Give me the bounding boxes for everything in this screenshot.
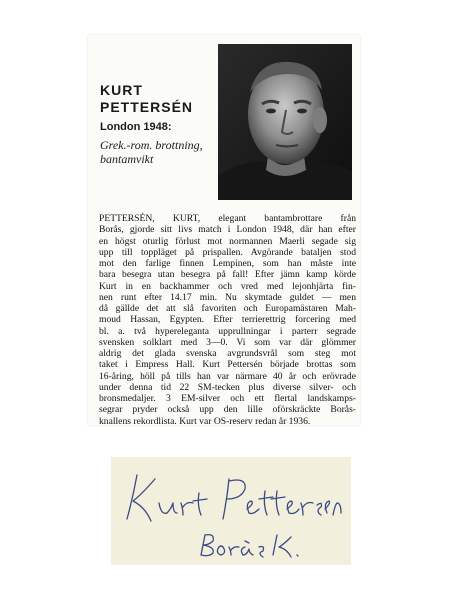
bio-line: bl. a. två hypereleganta upprullningar i parterr segrade: [99, 325, 356, 337]
handwritten-signature: [111, 457, 351, 565]
bio-line: knallens rekordlista. Kurt var OS-reserv redan år 1936.: [99, 415, 311, 427]
athlete-portrait-photo: [218, 44, 352, 200]
event-line-1: Grek.-rom. brottning,: [100, 138, 203, 152]
bio-line: nen runt efter 14.17 min. Nu skymtade guldet — men: [99, 291, 356, 303]
bio-line: Borås, gjorde sitt livs match i London 1948, där han efter: [99, 224, 356, 236]
bio-line: segrar pryder också upp den lille oförskräckte Borås-: [99, 404, 356, 416]
bio-line: 16-åring, höll på tills han var närmare 40 år och erövrade: [99, 370, 356, 382]
event-label: [100, 138, 203, 166]
games-label: London 1948:: [100, 121, 172, 133]
bio-line: moud Hassan, Egypten. Efter terrierettrig forcering med: [99, 314, 356, 326]
bio-line: under denna tid 22 SM-tecken plus diverse silver- och: [99, 381, 356, 393]
bio-line: PETTERSÉN, KURT, elegant bantambrottare från: [99, 213, 356, 224]
athlete-last-name: PETTERSÉN: [100, 99, 194, 115]
bio-line: taket i Empress Hall. Kurt Pettersén började brottas som: [99, 359, 356, 371]
event-line-2: bantamvikt: [100, 152, 154, 166]
biography-text: [99, 213, 356, 427]
bio-line: bara besegra utan besegra på fall! Efter jämn kamp körde: [99, 269, 356, 281]
bio-line: Kurt in en backhammer och vred med lejonhjärta fin-: [99, 280, 356, 292]
bio-line: upp till toppläget på prispallen. Avgörande bataljen stod: [99, 246, 356, 258]
bio-line: mot den farlige finnen Lempinen, som han måste inte: [99, 258, 356, 269]
athlete-first-name: KURT: [100, 82, 143, 98]
bio-line: aldrig det glada svenska avgrundsvrål som steg mot: [99, 348, 356, 359]
autograph-clipping: [111, 457, 351, 565]
bio-line: då gällde det att slå favoriten och Europamästaren Mah-: [99, 303, 356, 314]
bio-line: en högst oturlig förlust mot normannen Maerli segade sig: [99, 235, 356, 247]
bio-line: svensken solklart med 3—0. Vi som var där glömmer: [99, 336, 356, 348]
bio-line: bronsmedaljer. 3 EM-silver och ett flertal landskamps-: [99, 393, 356, 404]
